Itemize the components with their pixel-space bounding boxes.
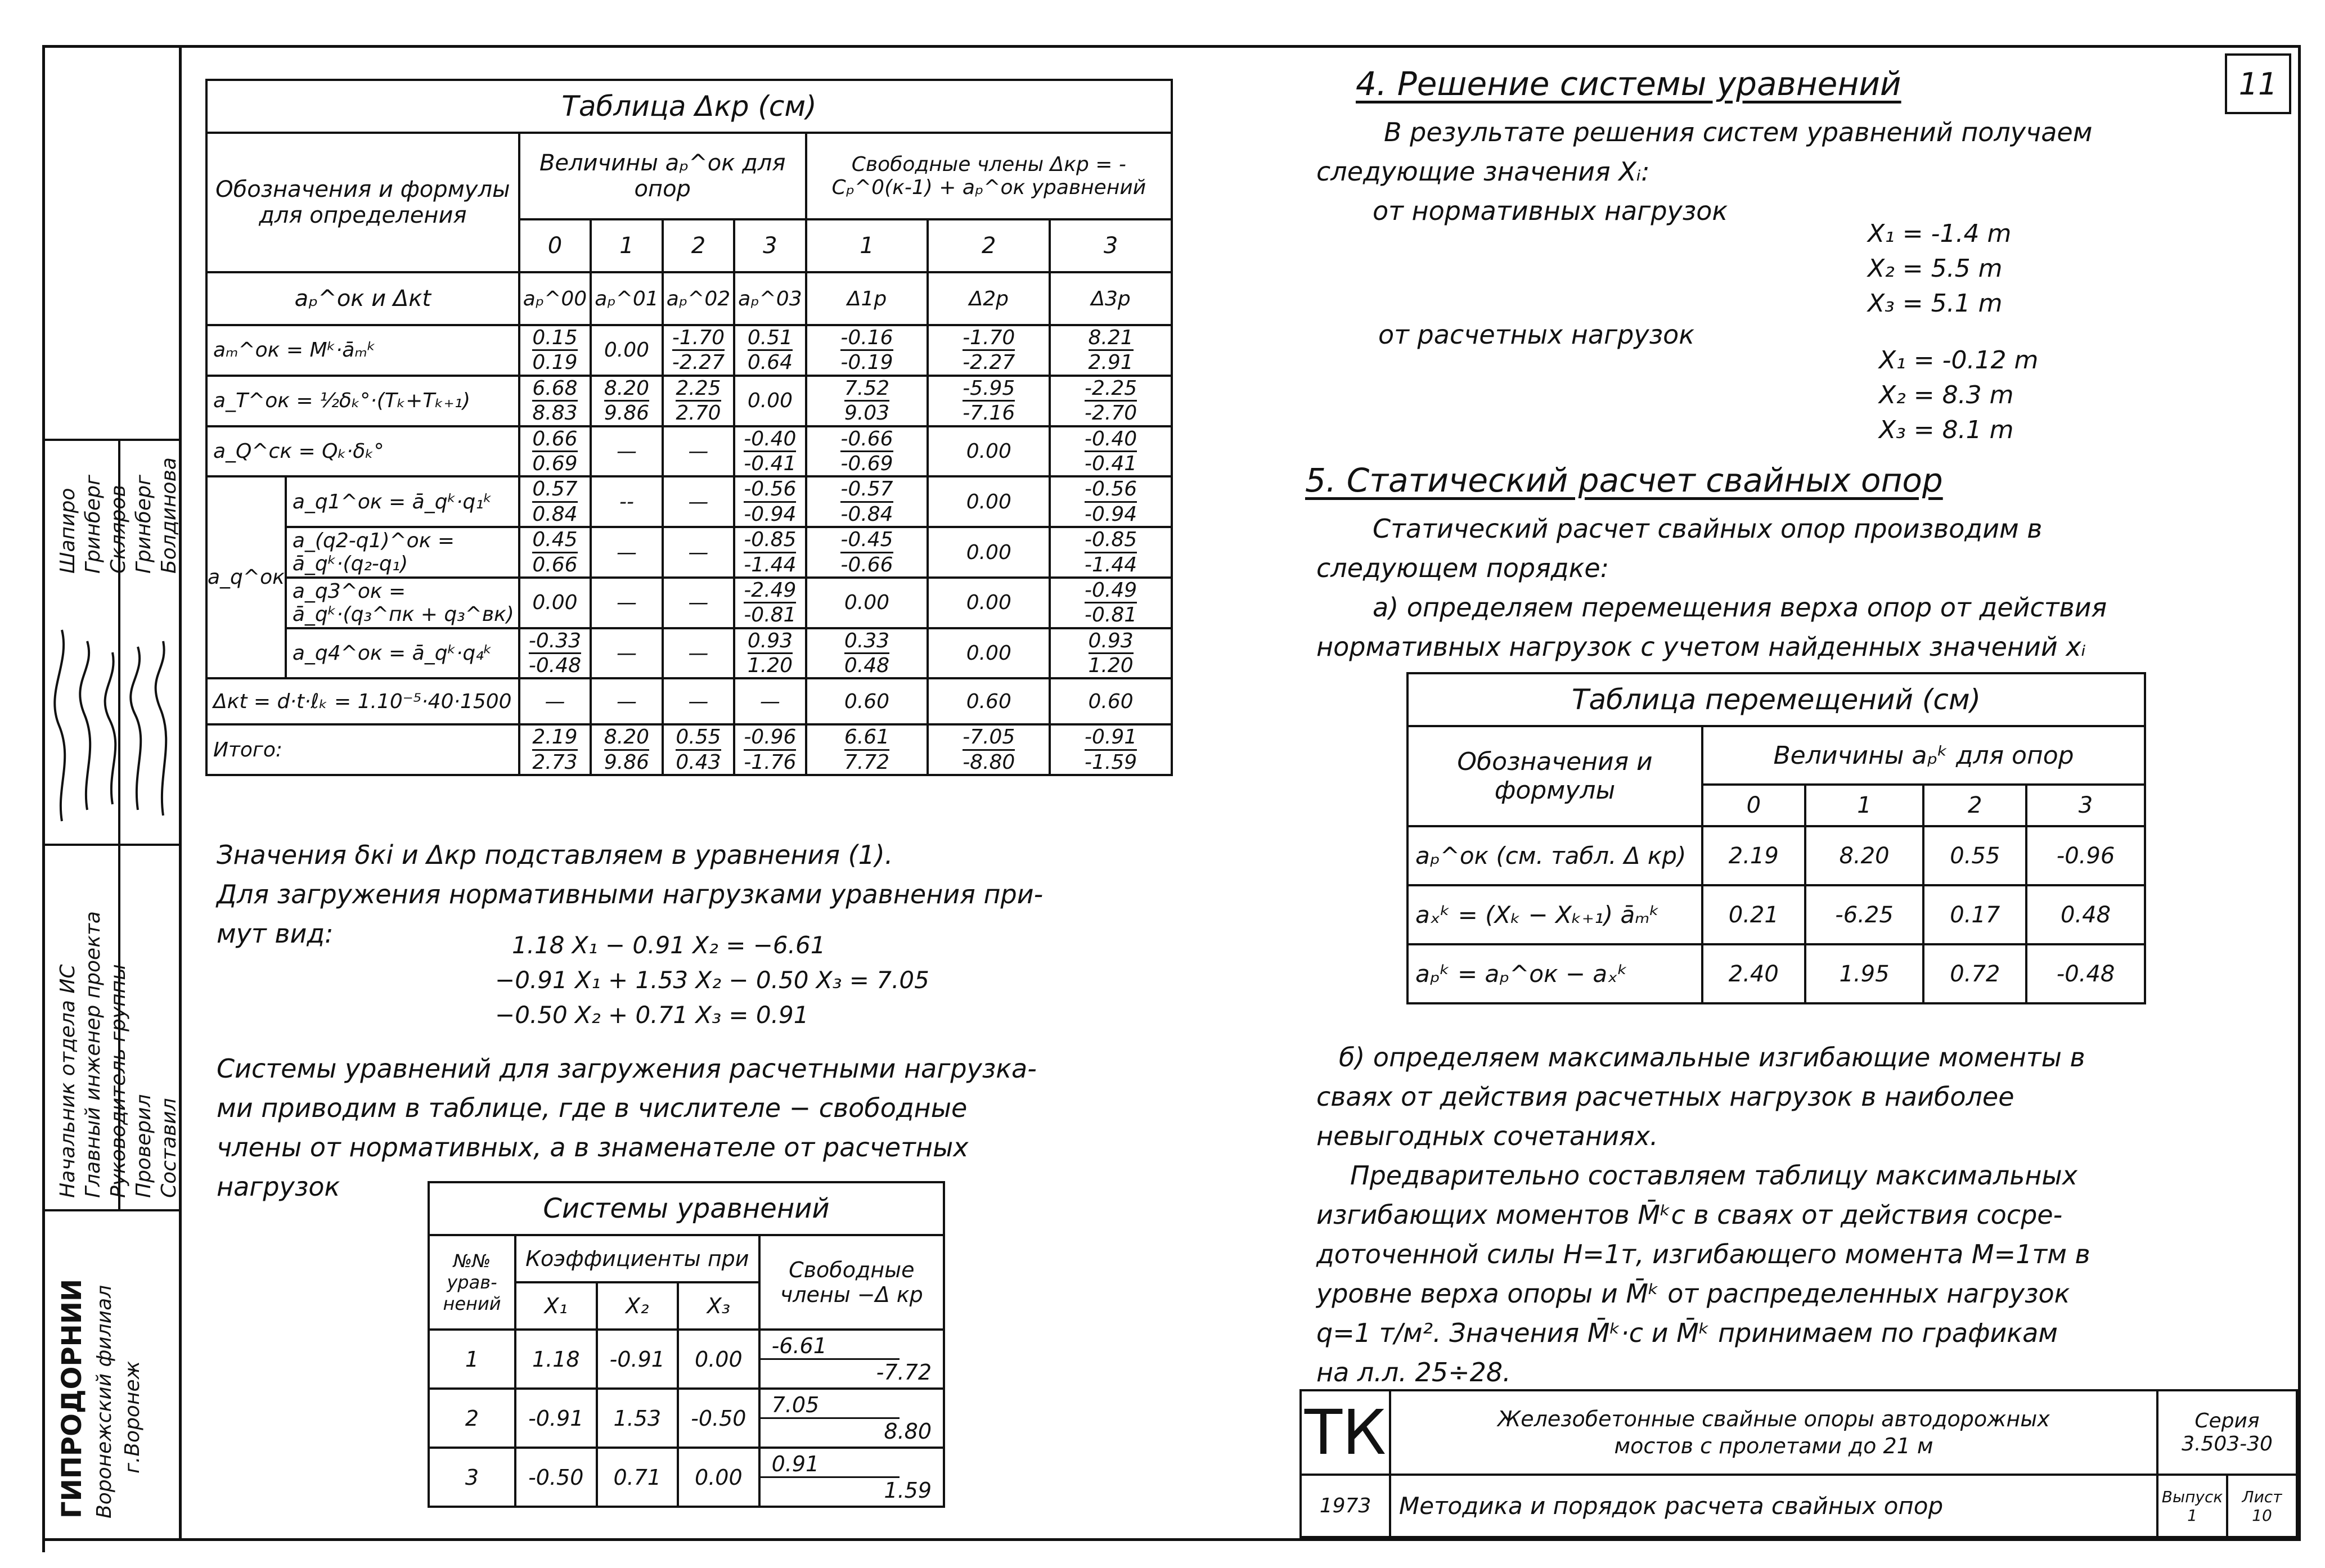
table-systems-coef: 0.00: [678, 1448, 759, 1507]
para-b: [1316, 1038, 2090, 1392]
table-dkp-row-label: a_q4^ок = ā_qᵏ·q₄ᵏ: [286, 628, 519, 679]
table-dkp-subhead-5: Δ2р: [928, 272, 1050, 325]
stamp-title: [1390, 1390, 2157, 1475]
table-dkp-cell: $\frac{0.93}{1.20}$: [734, 628, 806, 679]
table-systems-eq-num: 3: [429, 1448, 515, 1507]
free-num: -6.61: [761, 1333, 900, 1360]
page-number: 11: [2238, 66, 2278, 102]
table-row: [429, 1330, 944, 1389]
table-row: [1407, 944, 2145, 1003]
table-systems-title: Системы уравнений: [429, 1182, 944, 1235]
table-dkp-cell: $\frac{6.68}{8.83}$: [519, 376, 591, 426]
equation-2: −0.91 X₁ + 1.53 X₂ − 0.50 X₃ = 7.05: [495, 966, 929, 994]
table-dkp-head-left-text: Обозначения и формулы для определения: [215, 177, 510, 228]
table-dkp-cell: 0.60: [806, 678, 928, 724]
side-name-3: Скляров: [107, 485, 130, 574]
stamp-title-line-1: Железобетонные свайные опоры автодорожных: [1497, 1407, 2050, 1431]
frame-bottom: [42, 1538, 2301, 1541]
table-row: [206, 578, 1172, 628]
stamp-sheet: [2227, 1475, 2297, 1537]
table-dkp-cell: $\frac{8.20}{9.86}$: [591, 376, 662, 426]
para2-line-2: ми приводим в таблице, где в числителе − свободные: [217, 1093, 968, 1123]
free-den: 8.80: [884, 1419, 932, 1444]
table-dkp-cell: $\frac{-0.91}{-1.59}$: [1050, 724, 1172, 775]
table-dkp-cell: $\frac{0.15}{0.19}$: [519, 325, 591, 376]
table-dkp-cell: $\frac{-0.56}{-0.94}$: [1050, 476, 1172, 527]
table-row: [206, 376, 1172, 426]
table-dkp-cell: —: [663, 527, 734, 578]
table-systems-eq-num: 1: [429, 1330, 515, 1389]
table-dkp-cell: 0.00: [519, 578, 591, 628]
equations-block: [495, 928, 929, 1033]
table-row: [206, 476, 1172, 527]
table-dkp-cell: —: [663, 678, 734, 724]
table-movement-cell: -6.25: [1805, 885, 1924, 944]
side-name-1: Шапиро: [56, 488, 79, 574]
table-dkp-row-label: a_T^ок = ½δₖ°·(Tₖ+Tₖ₊₁): [206, 376, 519, 426]
table-dkp-cell: $\frac{0.33}{0.48}$: [806, 628, 928, 679]
table-row: [429, 1389, 944, 1448]
table-row: [206, 325, 1172, 376]
table-movement-title: Таблица перемещений (см): [1407, 673, 2145, 726]
stamp-sheet-title: Методика и порядок расчета свайных опор: [1390, 1475, 2157, 1537]
table-dkp-cell: $\frac{6.61}{7.72}$: [806, 724, 928, 775]
table-movement-cell: 0.72: [1923, 944, 2026, 1003]
title-stamp: [1299, 1389, 2298, 1538]
para1-line-2: Для загружения нормативными нагрузками уравнения при-: [217, 879, 1044, 909]
table-dkp-row-label: aₘ^ок = Mᵏ·āₘᵏ: [206, 325, 519, 376]
table-movement-cell: 0.48: [2026, 885, 2145, 944]
table-dkp-support-1: 1: [591, 219, 662, 272]
section5-line-2: следующем порядке:: [1316, 553, 1609, 583]
stamp-series: [2157, 1390, 2297, 1475]
section5-line-1: Статический расчет свайных опор производим в: [1373, 513, 2043, 544]
table-movement-cell: 0.17: [1923, 885, 2026, 944]
side-role-3: Руководитель группы: [107, 964, 130, 1198]
free-den: -7.72: [876, 1360, 932, 1385]
free-num: 7.05: [761, 1393, 900, 1419]
table-dkp-cell: 0.00: [928, 426, 1050, 477]
table-systems-col-free: Свободные члены −Δ кр: [759, 1235, 944, 1330]
table-dkp-cell: $\frac{-7.05}{-8.80}$: [928, 724, 1050, 775]
table-dkp-cell: $\frac{-0.96}{-1.76}$: [734, 724, 806, 775]
para-b-line-3: невыгодных сочетаниях.: [1316, 1121, 1658, 1151]
table-row: [429, 1448, 944, 1507]
calc-x3: X₃ = 8.1 m: [1879, 416, 2014, 444]
section4-norm-values: [1868, 217, 2011, 321]
side-role-5: Составил: [158, 1098, 181, 1198]
table-dkp-cell: $\frac{0.57}{0.84}$: [519, 476, 591, 527]
free-den: 1.59: [884, 1478, 932, 1503]
frame-top: [42, 45, 2301, 48]
table-dkp-cell: —: [591, 628, 662, 679]
table-dkp-cell: $\frac{-0.40}{-0.41}$: [1050, 426, 1172, 477]
table-dkp-cell: $\frac{-0.49}{-0.81}$: [1050, 578, 1172, 628]
section4-norm-label: от нормативных нагрузок: [1373, 196, 1728, 226]
table-row: [206, 527, 1172, 578]
table-dkp-cell: —: [663, 476, 734, 527]
stamp-issue-label: Выпуск: [2161, 1487, 2223, 1506]
side-block-divider-1: [42, 844, 182, 846]
table-dkp-subhead-6: Δ3р: [1050, 272, 1172, 325]
equation-1: 1.18 X₁ − 0.91 X₂ = −6.61: [512, 931, 826, 959]
table-dkp-eq-2: 2: [928, 219, 1050, 272]
table-dkp-cell: $\frac{-0.57}{-0.84}$: [806, 476, 928, 527]
side-block-divider-2: [42, 1209, 182, 1211]
table-systems-var-1: X₂: [597, 1282, 678, 1330]
table-systems-coef: 1.18: [515, 1330, 597, 1389]
frame-right: [2298, 45, 2301, 1541]
table-dkp-cell: $\frac{-1.70}{-2.27}$: [663, 325, 734, 376]
table-dkp-cell: —: [591, 426, 662, 477]
table-systems-coef: 0.00: [678, 1330, 759, 1389]
table-movement-row-label: aₓᵏ = (Xₖ − Xₖ₊₁) āₘᵏ: [1407, 885, 1702, 944]
table-dkp-cell: 0.00: [734, 376, 806, 426]
table-movement-row-label: aₚ^ок (см. табл. Δ кр): [1407, 826, 1702, 885]
table-dkp-subhead-1: aₚ^01: [591, 272, 662, 325]
table-systems-coef: -0.50: [678, 1389, 759, 1448]
stamp-issue-value: 1: [2187, 1506, 2197, 1525]
stamp-issue: [2157, 1475, 2227, 1537]
table-dkp-cell: $\frac{0.51}{0.64}$: [734, 325, 806, 376]
para2-line-4: нагрузок: [217, 1172, 340, 1202]
section4-calc-values: [1879, 343, 2038, 448]
table-dkp-group-label: a_q^ок: [206, 476, 286, 678]
table-dkp-cell: $\frac{0.55}{0.43}$: [663, 724, 734, 775]
para-b-line-6: доточенной силы H=1т, изгибающего момента M=1тм в: [1316, 1239, 2090, 1269]
table-dkp-row-label: a_Q^ск = Qₖ·δₖ°: [206, 426, 519, 477]
table-dkp-cell: $\frac{-0.16}{-0.19}$: [806, 325, 928, 376]
table-dkp-cell: 0.60: [928, 678, 1050, 724]
table-dkp-head-left: [206, 133, 519, 272]
table-dkp-cell: $\frac{-2.49}{-0.81}$: [734, 578, 806, 628]
table-dkp-cell: —: [519, 678, 591, 724]
section5-line-4: нормативных нагрузок с учетом найденных значений xᵢ: [1316, 632, 2086, 662]
side-role-1: Начальник отдела ИС: [56, 964, 79, 1198]
table-dkp-subhead-4: Δ1р: [806, 272, 928, 325]
calc-x1: X₁ = -0.12 m: [1879, 346, 2039, 375]
para-b-line-5: изгибающих моментов M̄ᵏc в сваях от действия сосре-: [1316, 1200, 2063, 1230]
table-dkp-head-free: Свободные члены Δкр = -Cₚ^0(к-1) + aₚ^ок уравнений: [806, 133, 1172, 219]
table-dkp-support-3: 3: [734, 219, 806, 272]
section5-heading: 5. Статический расчет свайных опор: [1305, 461, 1943, 499]
table-dkp-cell: 0.00: [928, 527, 1050, 578]
side-branch: Воронежский филиал: [93, 1285, 116, 1519]
norm-x1: X₁ = -1.4 m: [1868, 219, 2012, 248]
table-dkp-cell: —: [591, 678, 662, 724]
table-dkp-cell: $\frac{-5.95}{-7.16}$: [928, 376, 1050, 426]
table-dkp-cell: 0.00: [806, 578, 928, 628]
para-b-line-1: б) определяем максимальные изгибающие моменты в: [1339, 1042, 2085, 1073]
signatures: [45, 619, 180, 832]
table-systems-col-coef: Коэффициенты при: [515, 1235, 759, 1282]
table-systems-coef: -0.91: [597, 1330, 678, 1389]
para2-line-3: члены от нормативных, а в знаменателе от расчетных: [217, 1132, 969, 1163]
table-movement-cell: 0.55: [1923, 826, 2026, 885]
table-dkp-cell: 0.00: [928, 628, 1050, 679]
table-dkp-cell: —: [663, 426, 734, 477]
para-b-line-4: Предварительно составляем таблицу максимальных: [1350, 1160, 2077, 1191]
table-movement-cell: 8.20: [1805, 826, 1924, 885]
table-dkp-title: Таблица Δкр (см): [206, 80, 1172, 133]
table-dkp-cell: --: [591, 476, 662, 527]
table-dkp-eq-3: 3: [1050, 219, 1172, 272]
table-dkp-cell: 0.00: [928, 578, 1050, 628]
table-row: [206, 628, 1172, 679]
para-b-line-2: сваях от действия расчетных нагрузок в наиболее: [1316, 1082, 2014, 1112]
table-dkp-cell: —: [591, 527, 662, 578]
table-dkp-cell: $\frac{-0.33}{-0.48}$: [519, 628, 591, 679]
stamp-series-label: Серия: [2194, 1409, 2260, 1432]
table-movement-support-1: 1: [1805, 785, 1924, 826]
table-movement-support-0: 0: [1702, 785, 1805, 826]
table-dkp-support-0: 0: [519, 219, 591, 272]
table-movement-support-3: 3: [2026, 785, 2145, 826]
table-dkp-cell: $\frac{-0.66}{-0.69}$: [806, 426, 928, 477]
table-dkp-cell: 0.00: [928, 476, 1050, 527]
table-row: [1407, 885, 2145, 944]
table-movement-col-right: Величины aₚᵏ для опор: [1702, 726, 2145, 785]
table-dkp-head-values: Величины aₚ^ок для опор: [519, 133, 806, 219]
table-dkp-row-label: a_q3^ок = ā_qᵏ·(q₃^пк + q₃^вк): [286, 578, 519, 628]
table-dkp-subhead-2: aₚ^02: [663, 272, 734, 325]
table-dkp-cell: $\frac{-2.25}{-2.70}$: [1050, 376, 1172, 426]
table-movement-support-2: 2: [1923, 785, 2026, 826]
table-dkp-cell: —: [663, 628, 734, 679]
table-movement-col-left: Обозначения и формулы: [1407, 726, 1702, 826]
table-systems-var-2: X₃: [678, 1282, 759, 1330]
table-dkp: [205, 79, 1173, 776]
table-dkp-subhead-3: aₚ^03: [734, 272, 806, 325]
page-number-box: [2225, 53, 2291, 114]
table-dkp-cell: $\frac{2.19}{2.73}$: [519, 724, 591, 775]
table-movement-cell: 2.40: [1702, 944, 1805, 1003]
section4-text: [1316, 112, 2092, 231]
section5-line-3: а) определяем перемещения верха опор от действия: [1373, 592, 2107, 623]
section4-line-1: В результате решения систем уравнений получаем: [1384, 117, 2093, 147]
table-dkp-cell: —: [734, 678, 806, 724]
free-num: 0.91: [761, 1452, 900, 1478]
stamp-title-line-2: мостов с пролетами до 21 м: [1614, 1434, 1933, 1458]
table-systems-coef: -0.50: [515, 1448, 597, 1507]
norm-x2: X₂ = 5.5 m: [1868, 254, 2003, 283]
stamp-sheet-label: Лист: [2242, 1487, 2282, 1506]
table-systems-coef: -0.91: [515, 1389, 597, 1448]
para-b-line-7: уровне верха опоры и M̄ᵏ от распределенных нагрузок: [1316, 1278, 2070, 1309]
table-dkp-head-sub: aₚ^ок и Δкt: [206, 272, 519, 325]
stamp-series-value: 3.503-30: [2182, 1432, 2273, 1456]
table-dkp-cell: $\frac{0.45}{0.66}$: [519, 527, 591, 578]
table-movement-row-label: aₚᵏ = aₚ^ок − aₓᵏ: [1407, 944, 1702, 1003]
table-movement-cell: 1.95: [1805, 944, 1924, 1003]
side-name-5: Болдинова: [158, 457, 181, 574]
para1-line-1: Значения δкi и Δкр подставляем в уравнения (1).: [217, 840, 893, 870]
para1-line-3: мут вид:: [217, 918, 334, 949]
table-dkp-subhead-0: aₚ^00: [519, 272, 591, 325]
section4-heading: 4. Решение системы уравнений: [1356, 65, 1901, 103]
table-movement-cell: -0.48: [2026, 944, 2145, 1003]
table-dkp-cell: —: [591, 578, 662, 628]
table-systems-free: [759, 1330, 944, 1389]
table-dkp-cell: $\frac{2.25}{2.70}$: [663, 376, 734, 426]
table-dkp-cell: 0.00: [591, 325, 662, 376]
table-dkp-cell: $\frac{8.21}{2.91}$: [1050, 325, 1172, 376]
side-city: г.Воронеж: [121, 1360, 144, 1474]
side-name-4: Гринберг: [132, 475, 155, 574]
table-dkp-cell: $\frac{8.20}{9.86}$: [591, 724, 662, 775]
table-systems-coef: 0.71: [597, 1448, 678, 1507]
stamp-year: 1973: [1301, 1475, 1390, 1537]
table-row: [1407, 826, 2145, 885]
para-b-line-9: на л.л. 25÷28.: [1316, 1357, 1511, 1387]
table-systems-coef: 1.53: [597, 1389, 678, 1448]
table-dkp-support-2: 2: [663, 219, 734, 272]
table-row: [206, 426, 1172, 477]
stamp-sheet-value: 10: [2252, 1506, 2272, 1525]
table-dkp-cell: $\frac{-0.45}{-0.66}$: [806, 527, 928, 578]
side-name-2: Гринберг: [82, 475, 105, 574]
table-dkp-cell: $\frac{0.66}{0.69}$: [519, 426, 591, 477]
section4-line-2: следующие значения Xᵢ:: [1316, 156, 1650, 187]
side-role-2: Главный инженер проекта: [82, 911, 105, 1198]
table-dkp-row-label: a_(q2-q1)^ок = ā_qᵏ·(q₂-q₁): [286, 527, 519, 578]
norm-x3: X₃ = 5.1 m: [1868, 289, 2003, 318]
table-systems-free: [759, 1448, 944, 1507]
side-block-top: [42, 439, 182, 441]
side-role-4: Проверил: [132, 1094, 155, 1198]
table-row: [206, 678, 1172, 724]
table-systems: [428, 1181, 945, 1508]
side-org: ГИПРОДОРНИИ: [56, 1278, 88, 1519]
table-dkp-cell: $\frac{0.93}{1.20}$: [1050, 628, 1172, 679]
table-dkp-eq-1: 1: [806, 219, 928, 272]
table-dkp-cell: $\frac{-1.70}{-2.27}$: [928, 325, 1050, 376]
table-dkp-cell: $\frac{-0.85}{-1.44}$: [1050, 527, 1172, 578]
para-b-line-8: q=1 т/м². Значения M̄ᵏ·c и M̄ᵏ принимаем по графикам: [1316, 1318, 2058, 1348]
table-dkp-cell: $\frac{-0.40}{-0.41}$: [734, 426, 806, 477]
table-dkp-cell: $\frac{7.52}{9.03}$: [806, 376, 928, 426]
table-movement-cell: -0.96: [2026, 826, 2145, 885]
table-dkp-cell: $\frac{-0.85}{-1.44}$: [734, 527, 806, 578]
table-systems-col-num: №№ урав-нений: [429, 1235, 515, 1330]
stamp-tk: ТК: [1301, 1390, 1390, 1475]
table-dkp-cell: 0.60: [1050, 678, 1172, 724]
table-dkp-row-label: Итого:: [206, 724, 519, 775]
equation-3: −0.50 X₂ + 0.71 X₃ = 0.91: [495, 1001, 809, 1029]
table-dkp-cell: —: [663, 578, 734, 628]
calc-x2: X₂ = 8.3 m: [1879, 381, 2014, 409]
table-row: [206, 724, 1172, 775]
table-dkp-row-label: a_q1^ок = ā_qᵏ·q₁ᵏ: [286, 476, 519, 527]
table-movement-cell: 2.19: [1702, 826, 1805, 885]
table-systems-eq-num: 2: [429, 1389, 515, 1448]
table-systems-var-0: X₁: [515, 1282, 597, 1330]
para2-line-1: Системы уравнений для загружения расчетными нагрузка-: [217, 1053, 1037, 1084]
table-movement-cell: 0.21: [1702, 885, 1805, 944]
section4-calc-label: от расчетных нагрузок: [1378, 319, 1694, 350]
table-dkp-cell: $\frac{-0.56}{-0.94}$: [734, 476, 806, 527]
table-dkp-row-label: Δкt = d·t·ℓₖ = 1.10⁻⁵·40·1500: [206, 678, 519, 724]
table-movement: [1406, 672, 2146, 1004]
section5-text: [1316, 509, 2107, 666]
table-systems-free: [759, 1389, 944, 1448]
